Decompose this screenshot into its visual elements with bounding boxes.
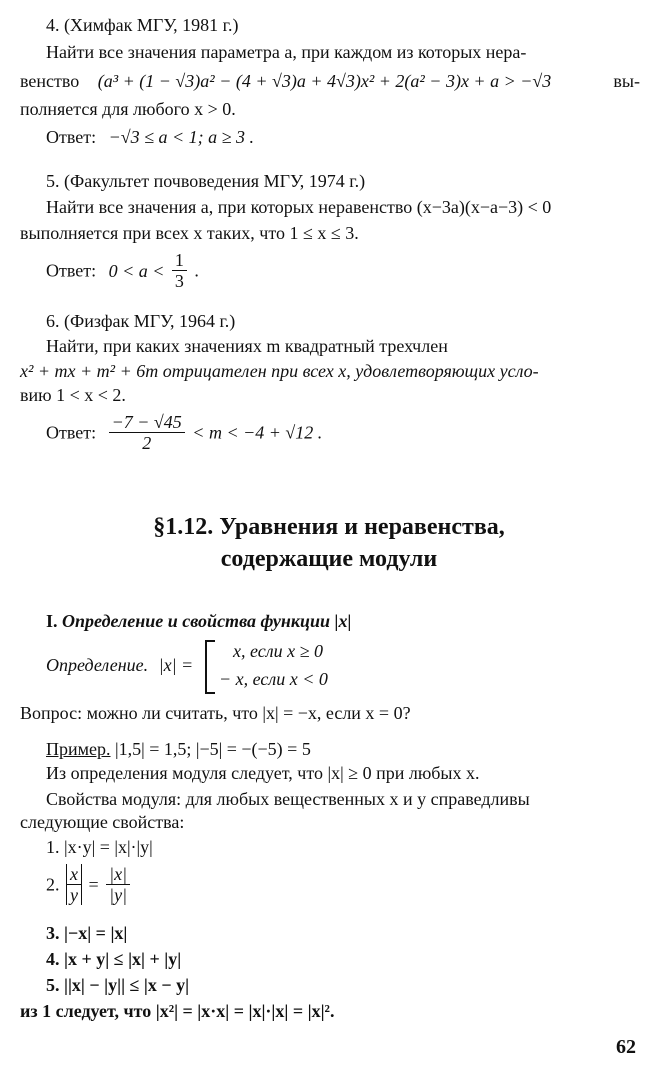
- problem-5-answer-fraction: [172, 250, 187, 291]
- problem-5-header: 5. (Факультет почвоведения МГУ, 1974 г.): [46, 171, 366, 191]
- fraction-denominator: 3: [174, 271, 184, 291]
- fraction-numerator: −7 − √45: [109, 412, 185, 433]
- property-2-equals: =: [88, 874, 99, 895]
- from-definition-text: Из определения модуля следует, что |x| ≥ 0 при любых x.: [46, 763, 480, 783]
- problem-6-text-line1: Найти, при каких значениях m квадратный трехчлен: [46, 336, 448, 356]
- problem-6-answer: [46, 412, 640, 460]
- property-2-rhs: [106, 864, 130, 905]
- definition-case-1: x, если x ≥ 0: [233, 641, 323, 661]
- problem-4-text-line2: [20, 70, 640, 92]
- problem-4-text-end: вы-: [613, 71, 640, 91]
- answer-label: Ответ:: [46, 422, 97, 443]
- property-2: [46, 864, 640, 914]
- definition-label-text: Определение.: [46, 655, 149, 675]
- problem-4-text-line1: Найти все значения параметра a, при каждом из которых нера-: [46, 42, 527, 62]
- section-title-line1: §1.12. Уравнения и неравенства,: [153, 514, 505, 540]
- problem-4-text-start: венство: [20, 71, 80, 91]
- part-1-number: I.: [46, 611, 58, 631]
- part-1-heading: [46, 610, 640, 632]
- fraction-numerator: 1: [172, 250, 187, 271]
- properties-intro-line1: Свойства модуля: для любых вещественных x и y справедливы: [46, 789, 530, 809]
- problem-6-text-line3: вию 1 < x < 2.: [20, 385, 126, 405]
- section-title-line2: содержащие модули: [220, 546, 438, 572]
- problem-4-inequality: (a³ + (1 − √3)a² − (4 + √3)a + 4√3)x² + 2(a² − 3)x + a > −√3: [97, 71, 552, 91]
- problem-6-answer-fraction: [109, 412, 185, 453]
- property-2-label: 2.: [46, 874, 60, 895]
- problem-6-answer-post: < m < −4 + √12 .: [192, 422, 323, 443]
- problem-4-answer: [46, 126, 640, 148]
- problem-5-answer: [46, 250, 640, 294]
- lhs-denominator: y: [66, 885, 82, 905]
- problem-4-answer-value: −√3 ≤ a < 1; a ≥ 3 .: [108, 127, 255, 147]
- property-2-lhs: [66, 864, 82, 905]
- problem-4-header: 4. (Химфак МГУ, 1981 г.): [46, 15, 239, 35]
- properties-intro-line2: следующие свойства:: [20, 812, 185, 832]
- rhs-denominator: |y|: [109, 885, 128, 905]
- property-5: 5. ||x| − |y|| ≤ |x − y|: [46, 975, 190, 995]
- left-bracket: [205, 640, 215, 694]
- property-1: 1. |x·y| = |x|·|y|: [46, 837, 153, 857]
- question-text: Вопрос: можно ли считать, что |x| = −x, если x = 0?: [20, 703, 411, 723]
- property-3: 3. |−x| = |x|: [46, 923, 128, 943]
- example-line: [46, 738, 640, 760]
- lhs-numerator: x: [66, 864, 82, 885]
- definition-lhs: |x| =: [158, 655, 194, 675]
- problem-5-text-line1: Найти все значения a, при которых неравенство (x−3a)(x−a−3) < 0: [46, 197, 552, 217]
- property-4: 4. |x + y| ≤ |x| + |y|: [46, 949, 182, 969]
- problem-5-answer-post: .: [194, 260, 199, 281]
- answer-label: Ответ:: [46, 127, 97, 147]
- example-text: |1,5| = 1,5; |−5| = −(−5) = 5: [115, 739, 311, 759]
- fraction-denominator: 2: [142, 433, 152, 453]
- part-1-title: Определение и свойства функции |x|: [62, 611, 352, 631]
- conclusion-text: из 1 следует, что |x²| = |x·x| = |x|·|x| = |x|².: [20, 1001, 335, 1021]
- problem-5-answer-pre: 0 < a <: [108, 260, 165, 281]
- page-number: 62: [616, 1036, 636, 1058]
- problem-6-header: 6. (Физфак МГУ, 1964 г.): [46, 311, 236, 331]
- definition-cases: [205, 640, 405, 692]
- problem-4-text-line3: полняется для любого x > 0.: [20, 99, 236, 119]
- example-label: Пример.: [46, 739, 111, 759]
- problem-6-text-line2: x² + mx + m² + 6m отрицателен при всех x, удовлетворяющих усло-: [20, 361, 539, 381]
- problem-5-text-line2: выполняется при всех x таких, что 1 ≤ x ≤ 3.: [20, 223, 359, 243]
- answer-label: Ответ:: [46, 260, 97, 281]
- definition-case-2: − x, если x < 0: [219, 669, 328, 689]
- rhs-numerator: |x|: [106, 864, 130, 885]
